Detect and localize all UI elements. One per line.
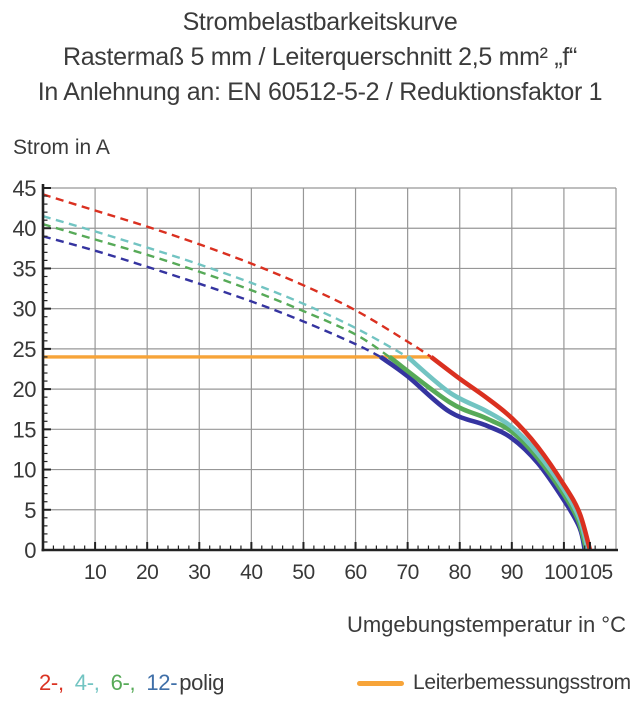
y-tick-labels: [13, 176, 37, 563]
x-tick-label-105: 105: [579, 561, 613, 584]
rated-current-line-swatch: [357, 681, 404, 686]
curve-4-polig-dashed: [43, 216, 408, 357]
y-tick-label-10: 10: [12, 457, 36, 483]
y-tick-label-40: 40: [12, 216, 36, 242]
chart-title-line2: Rastermaß 5 mm / Leiterquerschnitt 2,5 mm² „f“: [62, 43, 578, 71]
chart-title-line1: Strombelastbarkeitskurve: [182, 8, 458, 36]
legend-pole-label-4: 4-,: [74, 670, 100, 695]
curve-4-polig-solid: [408, 357, 588, 550]
x-tick-label-60: 60: [344, 561, 367, 584]
legend-rated-current: [357, 668, 631, 698]
x-tick-label-40: 40: [240, 561, 263, 584]
gridlines: [43, 188, 616, 550]
x-tick-label-100: 100: [544, 561, 578, 584]
y-tick-label-20: 20: [12, 377, 36, 403]
curve-2-polig-solid: [431, 357, 590, 550]
legend-pole-label-2: 2-,: [39, 670, 64, 695]
legend-pole-label-12: 12-: [146, 670, 178, 695]
y-tick-label-35: 35: [12, 256, 36, 282]
x-tick-label-30: 30: [188, 561, 211, 584]
x-tick-label-80: 80: [448, 561, 471, 584]
legend-pole-label-6: 6-,: [110, 670, 136, 695]
rated-current-label: Leiterbemessungsstrom: [413, 671, 631, 694]
axes: [42, 184, 619, 551]
curve-2-polig-dashed: [43, 194, 431, 357]
x-axis-title: Umgebungstemperatur in °C: [346, 612, 626, 637]
y-tick-label-15: 15: [12, 417, 36, 443]
y-axis-title: Strom in A: [13, 136, 110, 159]
y-tick-label-5: 5: [24, 497, 36, 523]
legend-pole-suffix: polig: [179, 670, 225, 695]
y-tick-label-0: 0: [24, 538, 36, 563]
x-tick-label-20: 20: [136, 561, 159, 584]
x-tick-label-10: 10: [83, 561, 107, 584]
y-tick-label-25: 25: [12, 336, 36, 362]
curve-12-polig-solid: [381, 357, 585, 550]
y-tick-label-45: 45: [12, 176, 36, 201]
x-tick-labels: [84, 561, 613, 584]
x-tick-label-90: 90: [500, 561, 523, 584]
x-tick-label-70: 70: [396, 561, 419, 584]
x-tick-label-50: 50: [292, 561, 315, 584]
legend-pole-counts: [39, 668, 224, 698]
y-tick-label-30: 30: [12, 296, 36, 322]
chart-title-line3: In Anlehnung an: EN 60512-5-2 / Reduktionsfaktor 1: [37, 78, 603, 106]
